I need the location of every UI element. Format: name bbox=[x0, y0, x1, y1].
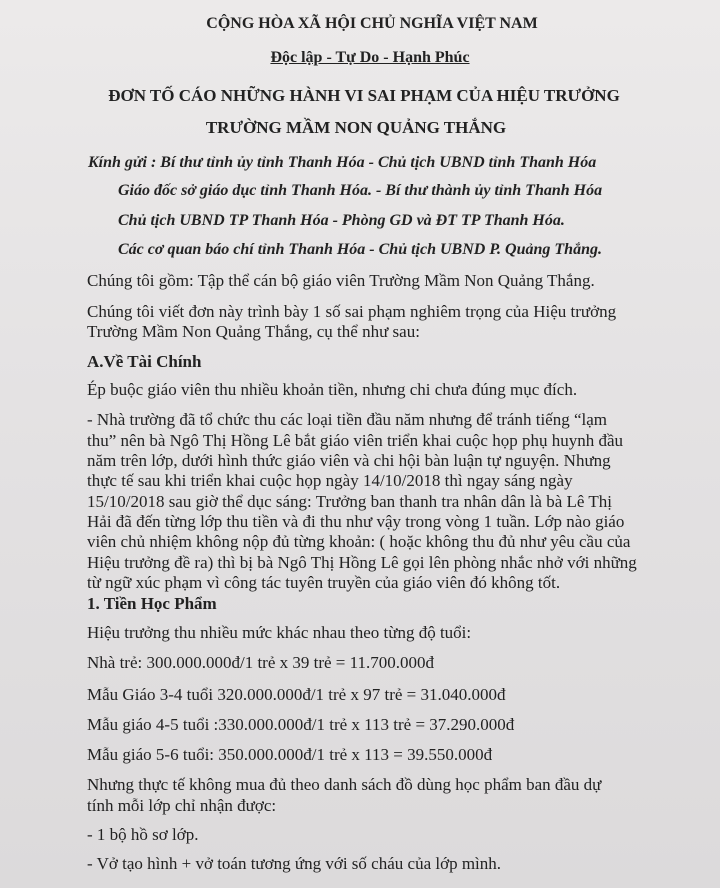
detail-line: 15/10/2018 sau giờ thể dục sáng: Trưởng ban thanh tra nhân dân là bà Lê Thị bbox=[87, 492, 612, 511]
purpose-line: Chúng tôi viết đơn này trình bày 1 số sai phạm nghiêm trọng của Hiệu trưởng bbox=[87, 302, 617, 321]
received-item: - 1 bộ hồ sơ lớp. bbox=[87, 825, 199, 844]
purpose-line: Trường Mầm Non Quảng Thắng, cụ thể như sau: bbox=[87, 322, 420, 341]
detail-line: viên chủ nhiệm không nộp đủ từng khoản: ( hoặc không thu đủ như yêu cầu của bbox=[87, 532, 631, 551]
detail-line: - Nhà trường đã tổ chức thu các loại tiền đầu năm nhưng để tránh tiếng “lạm bbox=[87, 410, 608, 429]
fee-line: Mẫu Giáo 3-4 tuổi 320.000.000đ/1 trẻ x 97 trẻ = 31.040.000đ bbox=[87, 685, 506, 704]
fee-line: Mẫu giáo 4-5 tuổi :330.000.000đ/1 trẻ x 113 trẻ = 37.290.000đ bbox=[87, 715, 515, 734]
item-heading: 1. Tiền Học Phẩm bbox=[87, 594, 217, 613]
reality-line: tính mỗi lớp chỉ nhận được: bbox=[87, 796, 277, 815]
motto: Độc lập - Tự Do - Hạnh Phúc bbox=[270, 49, 470, 66]
recipient-line: Các cơ quan báo chí tỉnh Thanh Hóa - Chủ tịch UBND P. Quảng Thắng. bbox=[118, 241, 602, 258]
nation-title: CỘNG HÒA XÃ HỘI CHỦ NGHĨA VIỆT NAM bbox=[206, 15, 538, 32]
detail-line: Hải đã đến từng lớp thu tiền và đi thu như vậy trong vòng 1 tuần. Lớp nào giáo bbox=[87, 512, 625, 531]
section-heading: A.Về Tài Chính bbox=[87, 352, 202, 371]
recipient-line: Giáo đốc sở giáo dục tỉnh Thanh Hóa. - Bí thư thành ủy tỉnh Thanh Hóa bbox=[118, 182, 603, 199]
detail-line: thu” nên bà Ngô Thị Hồng Lê bắt giáo viên triển khai cuộc họp phụ huynh đầu bbox=[87, 431, 624, 450]
fee-line: Nhà trẻ: 300.000.000đ/1 trẻ x 39 trẻ = 11.700.000đ bbox=[87, 653, 435, 672]
received-item: - Vở tạo hình + vở toán tương ứng với số cháu của lớp mình. bbox=[87, 854, 502, 873]
detail-line: thực tế sau khi triển khai cuộc họp ngày 14/10/2018 thì ngay sáng ngày bbox=[87, 471, 573, 490]
intro-paragraph: Chúng tôi gồm: Tập thể cán bộ giáo viên Trường Mầm Non Quảng Thắng. bbox=[87, 271, 595, 290]
reality-line: Nhưng thực tế không mua đủ theo danh sách đồ dùng học phẩm ban đầu dự bbox=[87, 775, 602, 794]
fee-line: Mẫu giáo 5-6 tuổi: 350.000.000đ/1 trẻ x 113 = 39.550.000đ bbox=[87, 745, 493, 764]
document-title-line-1: ĐƠN TỐ CÁO NHỮNG HÀNH VI SAI PHẠM CỦA HIỆU TRƯỞNG bbox=[108, 86, 620, 105]
document-title-line-2: TRƯỜNG MẦM NON QUẢNG THẮNG bbox=[205, 118, 507, 137]
detail-line: năm trên lớp, dưới hình thức giáo viên và chi hội bàn luận tự nguyện. Nhưng bbox=[87, 451, 611, 470]
detail-line: Hiệu trưởng đề ra) thì bị bà Ngô Thị Hồng Lê gọi lên phòng nhắc nhở với những bbox=[87, 553, 637, 572]
recipient-line: Kính gửi : Bí thư tỉnh ủy tỉnh Thanh Hóa - Chủ tịch UBND tỉnh Thanh Hóa bbox=[88, 154, 597, 171]
recipient-line: Chủ tịch UBND TP Thanh Hóa - Phòng GD và ĐT TP Thanh Hóa. bbox=[118, 212, 565, 229]
item-intro: Hiệu trưởng thu nhiều mức khác nhau theo từng độ tuổi: bbox=[87, 623, 472, 642]
detail-line: từ ngữ xúc phạm vì công tác tuyên truyền của giáo viên đó không tốt. bbox=[87, 573, 561, 592]
section-intro: Ép buộc giáo viên thu nhiều khoản tiền, nhưng chi chưa đúng mục đích. bbox=[87, 380, 578, 399]
